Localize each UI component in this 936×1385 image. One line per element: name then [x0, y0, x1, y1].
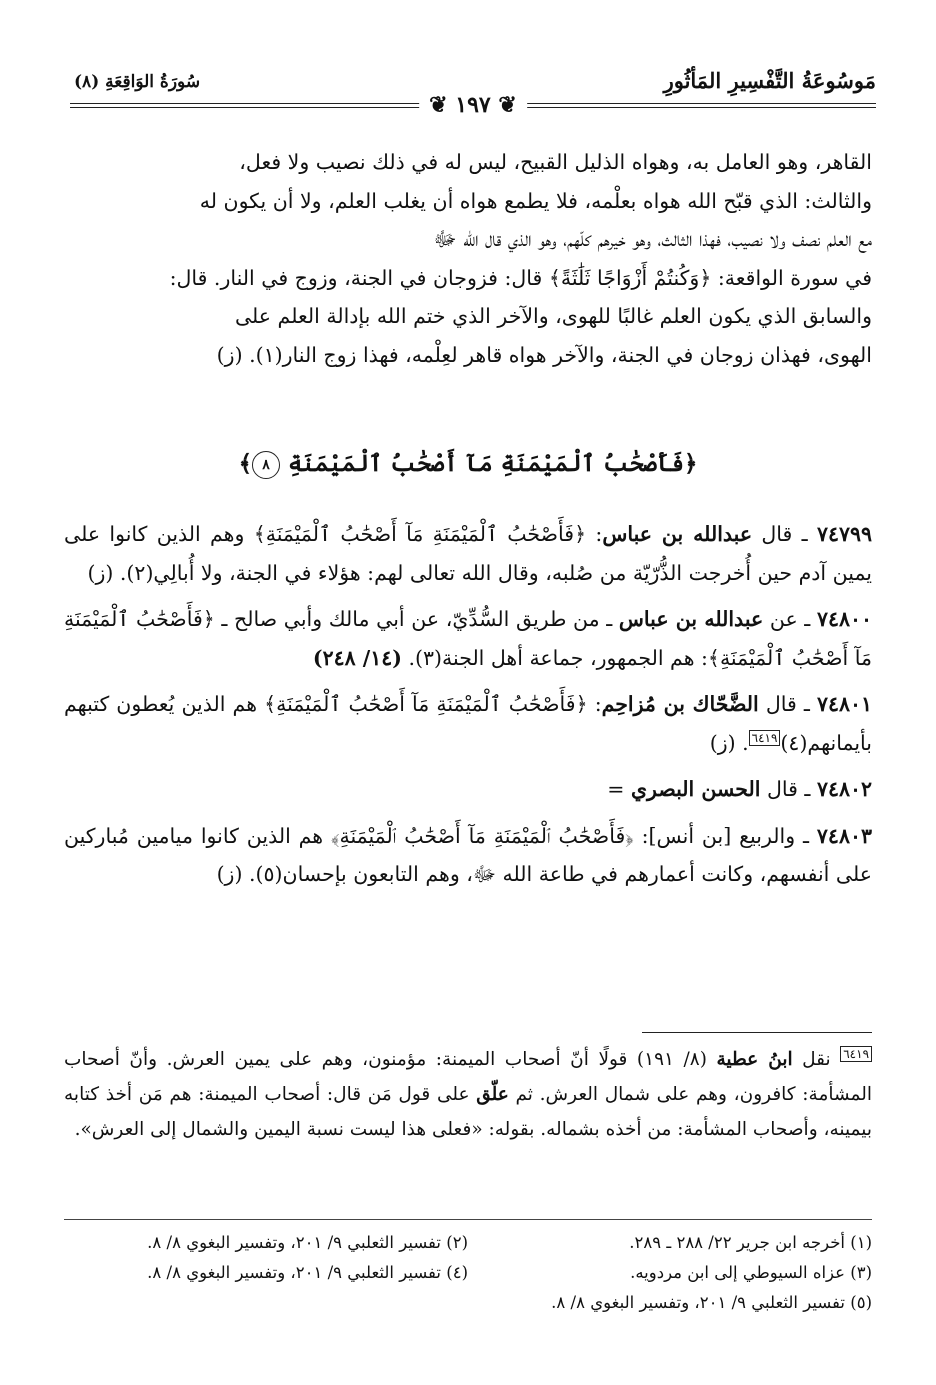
entry-text: : ﴿فَأَصْحَٰبُ ٱلْمَيْمَنَةِ مَآ أَصْحَٰبُ ٱلْمَيْمَنَةِ﴾ هم الذين كانوا ميامين مُباركين على أنفسهم، وكانت أعمارهم في طاعة الله ﷻ، وهم التابعون بإحسان(٥). (ز)	[64, 823, 872, 886]
entry-74800	[64, 600, 872, 677]
comment-separator	[642, 1032, 872, 1033]
entry-number: ٧٤٨٠٢	[816, 777, 872, 801]
entry-lead: ـ عن	[763, 607, 817, 631]
narrator-name: والربيع [بن أنس]	[648, 823, 796, 848]
ayah-number-marker: ٨	[252, 451, 280, 479]
comment-text: (٨/ ١٩١) قولًا أنّ أصحاب الميمنة: مؤمنون، وهم على يمين العرش. وأنّ أصحاب المشأمة: كافرون، وهم على شمال العرش. ثم	[64, 1049, 872, 1105]
footnote-3: (٣) عزاه السيوطي إلى ابن مردويه.	[630, 1263, 872, 1282]
entry-lead: ـ قال	[760, 777, 817, 801]
intro-line: في سورة الواقعة: ﴿وَكُنتُمْ أَزْوَاجًا ثَلَٰثَةً﴾ قال: فزوجان في الجنة، وزوج في النار. قال:	[169, 265, 872, 290]
entry-tail: . (ز)	[709, 730, 749, 755]
intro-line: والثالث: الذي قبّح الله هواه بعلْمه، فلا يطمع هواه أن يغلب العلم، ولا أن يكون له	[199, 188, 872, 213]
entry-74799	[64, 515, 872, 592]
entry-lead: ـ	[795, 823, 817, 848]
entry-lead: ـ قال	[758, 692, 817, 716]
entries-list	[64, 515, 872, 902]
entry-number: ٧٤٧٩٩	[816, 522, 873, 546]
footnote-5: (٥) تفسير الثعلبي ٩/ ٢٠١، وتفسير البغوي ٨/ ٨.	[551, 1293, 872, 1312]
intro-paragraph	[64, 143, 872, 374]
book-title: مَوسُوعَةُ التَّفْسِيرِ المَأثُورِ	[663, 68, 876, 93]
narrator-name: عبدالله بن عباس	[618, 607, 764, 631]
footnote-1: (١) أخرجه ابن جرير ٢٢/ ٢٨٨ ـ ٢٨٩.	[629, 1233, 872, 1252]
entry-number: ٧٤٨٠٠	[816, 607, 872, 631]
entry-text: ـ من طريق السُّدِّيّ، عن أبي مالك وأبي صالح ـ ﴿فَأَصْحَٰبُ ٱلْمَيْمَنَةِ مَآ أَصْحَٰبُ ٱلْمَيْمَنَةِ﴾: هم الجمهور، جماعة أهل الجنة(٣).	[64, 607, 872, 670]
entry-lead: ـ قال	[752, 522, 817, 546]
footnotes-separator	[64, 1219, 872, 1220]
verse-text: ﴿فَأَصْحَٰبُ ٱلْمَيْمَنَةِ مَآ أَصْحَٰبُ ٱلْمَيْمَنَةِ	[288, 450, 698, 477]
scholar-comment	[64, 1042, 872, 1147]
page-number-value: ١٩٧	[455, 92, 491, 118]
volume-reference: (١٤/ ٢٤٨)	[312, 645, 402, 670]
entry-text: =	[607, 777, 631, 801]
entry-number: ٧٤٨٠٣	[816, 823, 872, 848]
entry-74801	[64, 685, 872, 762]
comment-box-number: ٦٤١٩	[749, 730, 781, 746]
footnote-row	[64, 1288, 872, 1318]
entry-number: ٧٤٨٠١	[816, 692, 872, 716]
comment-author: ابنُ عطية	[716, 1049, 793, 1070]
surah-label: سُورَةُ الوَاقِعَةِ (٨)	[74, 72, 201, 92]
intro-line: الهوى، فهذان زوجان في الجنة، والآخر هواه قاهر لعِلْمه، فهذا زوج النار(١). (ز)	[216, 342, 872, 367]
verse-heading	[64, 450, 872, 479]
footnotes	[64, 1228, 872, 1318]
narrator-name: عبدالله بن عباس	[602, 522, 753, 546]
comment-verb: علّق	[476, 1084, 509, 1105]
page-number: ❦ ١٩٧ ❦	[419, 92, 527, 118]
verse-close: ﴾	[238, 450, 253, 477]
narrator-name: الضَّحّاك بن مُزاحِم	[601, 692, 759, 716]
narrator-name: الحسن البصري	[630, 777, 761, 801]
comment-pre: نقل	[792, 1049, 841, 1070]
intro-line: والسابق الذي يكون العلم غالبًا للهوى، والآخر الذي ختم الله بإدالة العلم على	[234, 304, 872, 328]
entry-74802	[64, 770, 872, 809]
footnote-row	[64, 1228, 872, 1258]
intro-line: مع العلم نصف ولا نصيب، فهذا الثالث، وهو خيرهم كلّهم، وهو الذي قال الله ﷻ	[433, 227, 872, 251]
entry-74803	[64, 817, 872, 894]
intro-line: القاهر، وهو العامل به، وهواه الذليل القبيح، ليس له في ذلك نصيب ولا فعل،	[239, 150, 872, 174]
comment-text-2: على قول مَن قال: أصحاب الميمنة: هم مَن أخذ كتابه بيمينه، وأصحاب المشأمة: من أخذه بشماله. بقوله: «فعلى هذا ليست نسبة اليمين والشمال إلى العرش».	[64, 1084, 872, 1140]
footnote-4: (٤) تفسير الثعلبي ٩/ ٢٠١، وتفسير البغوي ٨/ ٨.	[147, 1263, 468, 1282]
footnote-2: (٢) تفسير الثعلبي ٩/ ٢٠١، وتفسير البغوي ٨/ ٨.	[147, 1233, 468, 1252]
entry-text: : ﴿فَأَصْحَٰبُ ٱلْمَيْمَنَةِ مَآ أَصْحَٰبُ ٱلْمَيْمَنَةِ﴾ هم الذين يُعطون كتبهم بأيمانهم(٤)	[64, 692, 872, 755]
comment-box-number: ٦٤١٩	[840, 1046, 872, 1062]
entry-text: : ﴿فَأَصْحَٰبُ ٱلْمَيْمَنَةِ مَآ أَصْحَٰبُ ٱلْمَيْمَنَةِ﴾ وهم الذين كانوا على يمين آدم حين أُخرجت الذُّرّيّة من صُلبه، وقال الله تعالى لهم: هؤلاء في الجنة، ولا أُبالِي(٢). (ز)	[64, 522, 872, 585]
page-header	[70, 66, 876, 124]
footnote-row	[64, 1258, 872, 1288]
